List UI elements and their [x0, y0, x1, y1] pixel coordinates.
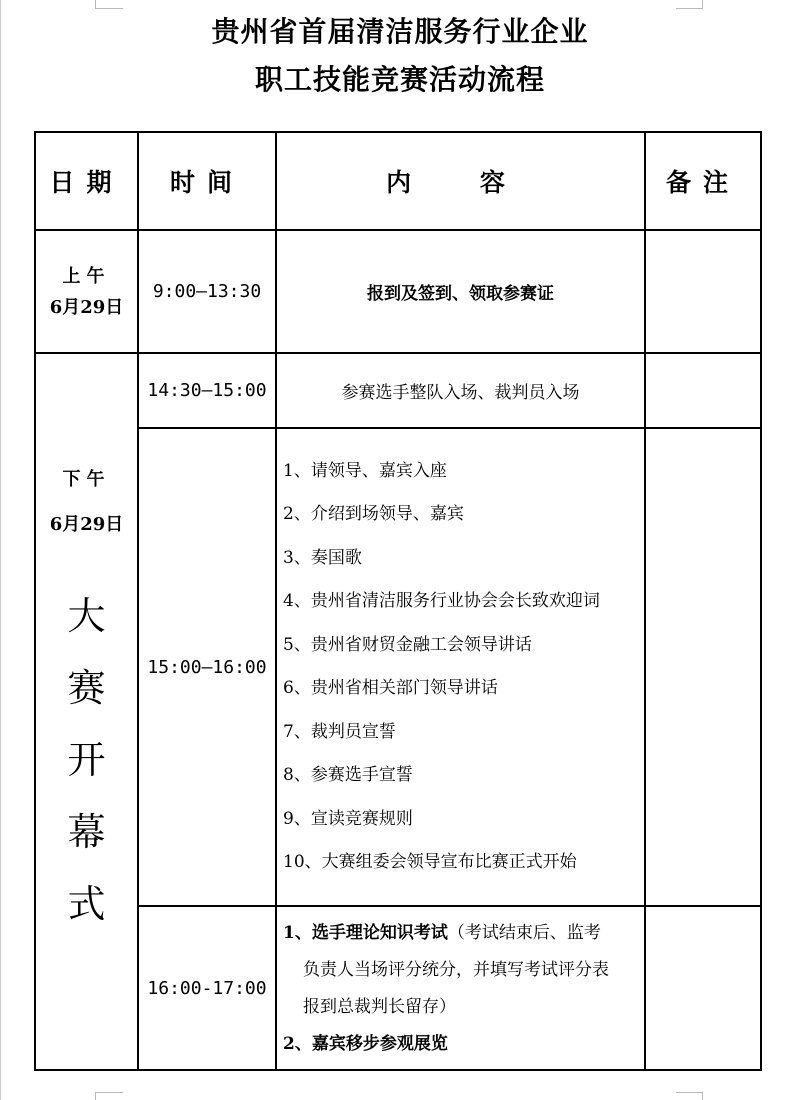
time-cell-morning: 9:00—13:30: [138, 230, 276, 353]
list-item: 3、奏国歌: [283, 547, 362, 568]
period-label-afternoon: 下午: [62, 469, 111, 490]
list-item: 2、介绍到场领导、嘉宾: [283, 504, 464, 524]
exam-note-a: （考试结束后、监考: [447, 923, 601, 943]
schedule-table: [34, 131, 762, 1071]
crop-mark-bottom-right-h: [676, 1092, 703, 1093]
list-item: 6、贵州省相关部门领导讲话: [283, 678, 498, 698]
page-left-edge: [0, 0, 1, 1100]
big-char: 大: [67, 594, 106, 638]
time-cell-slot3: 16:00-17:00: [138, 906, 276, 1070]
list-item: 8、参赛选手宣誓: [283, 765, 413, 785]
content-cell-slot2: [276, 428, 645, 906]
crop-mark-top-right-h: [676, 8, 703, 9]
header-content: 内 容: [276, 132, 645, 230]
content-cell-slot3: [276, 906, 645, 1070]
crop-mark-bottom-left-h: [95, 1092, 123, 1093]
header-time: 时间: [138, 132, 276, 230]
content-cell-slot1: 参赛选手整队入场、裁判员入场: [276, 353, 645, 428]
list-item: 4、贵州省清洁服务行业协会会长致欢迎词: [283, 591, 600, 611]
date-cell-afternoon: [35, 353, 138, 1070]
opening-ceremony-label: [36, 580, 137, 940]
crop-mark-bottom-left-v: [95, 1092, 96, 1100]
document-title-line2: 职工技能竞赛活动流程: [254, 63, 545, 96]
content-cell-morning: 报到及签到、领取参赛证: [276, 230, 645, 353]
crop-mark-top-right-v: [702, 0, 703, 8]
table-row-slot3: [35, 906, 761, 1070]
exam-note-c: 报到总裁判长留存）: [303, 997, 456, 1017]
crop-mark-top-left-v: [95, 0, 96, 8]
date-label-morning: 6月29日: [49, 296, 124, 318]
list-item: 1、请领导、嘉宾入座: [283, 460, 447, 481]
exam-title: 1、选手理论知识考试: [283, 923, 448, 943]
big-char: 式: [67, 882, 106, 926]
list-item: 7、裁判员宣誓: [283, 721, 396, 742]
exam-description: [277, 907, 644, 1069]
list-item: 10、大赛组委会领导宣布比赛正式开始: [283, 852, 577, 872]
date-label-afternoon: 6月29日: [49, 514, 124, 535]
header-date: 日期: [35, 132, 138, 230]
note-cell-slot2: [645, 428, 761, 906]
note-cell-morning: [645, 230, 761, 353]
big-char: 幕: [67, 810, 106, 854]
big-char: 开: [67, 738, 106, 782]
list-item: 9、宣读竞赛规则: [283, 808, 413, 829]
note-cell-slot1: [645, 353, 761, 428]
ceremony-agenda-list: [277, 450, 644, 885]
table-row-morning: [35, 230, 761, 353]
header-row: [35, 132, 761, 230]
crop-mark-top-left-h: [95, 8, 123, 9]
table-row-slot2: [35, 428, 761, 906]
exam-note-b: 负责人当场评分统分，并填写考试评分表: [303, 960, 609, 980]
exam-line-1: [283, 915, 638, 952]
exhibition-visit: 2、嘉宾移步参观展览: [283, 1034, 448, 1054]
big-char: 赛: [67, 666, 106, 710]
list-item: 5、贵州省财贸金融工会领导讲话: [283, 634, 532, 655]
time-cell-slot2: 15:00—16:00: [138, 428, 276, 906]
date-cell-morning: [35, 230, 138, 353]
document-title-line1: 贵州省首届清洁服务行业企业: [211, 15, 589, 48]
crop-mark-bottom-right-v: [702, 1092, 703, 1100]
header-note: 备注: [645, 132, 761, 230]
note-cell-slot3: [645, 906, 761, 1070]
period-label-morning: 上午: [62, 265, 111, 287]
table-row-slot1: [35, 353, 761, 428]
time-cell-slot1: 14:30—15:00: [138, 353, 276, 428]
